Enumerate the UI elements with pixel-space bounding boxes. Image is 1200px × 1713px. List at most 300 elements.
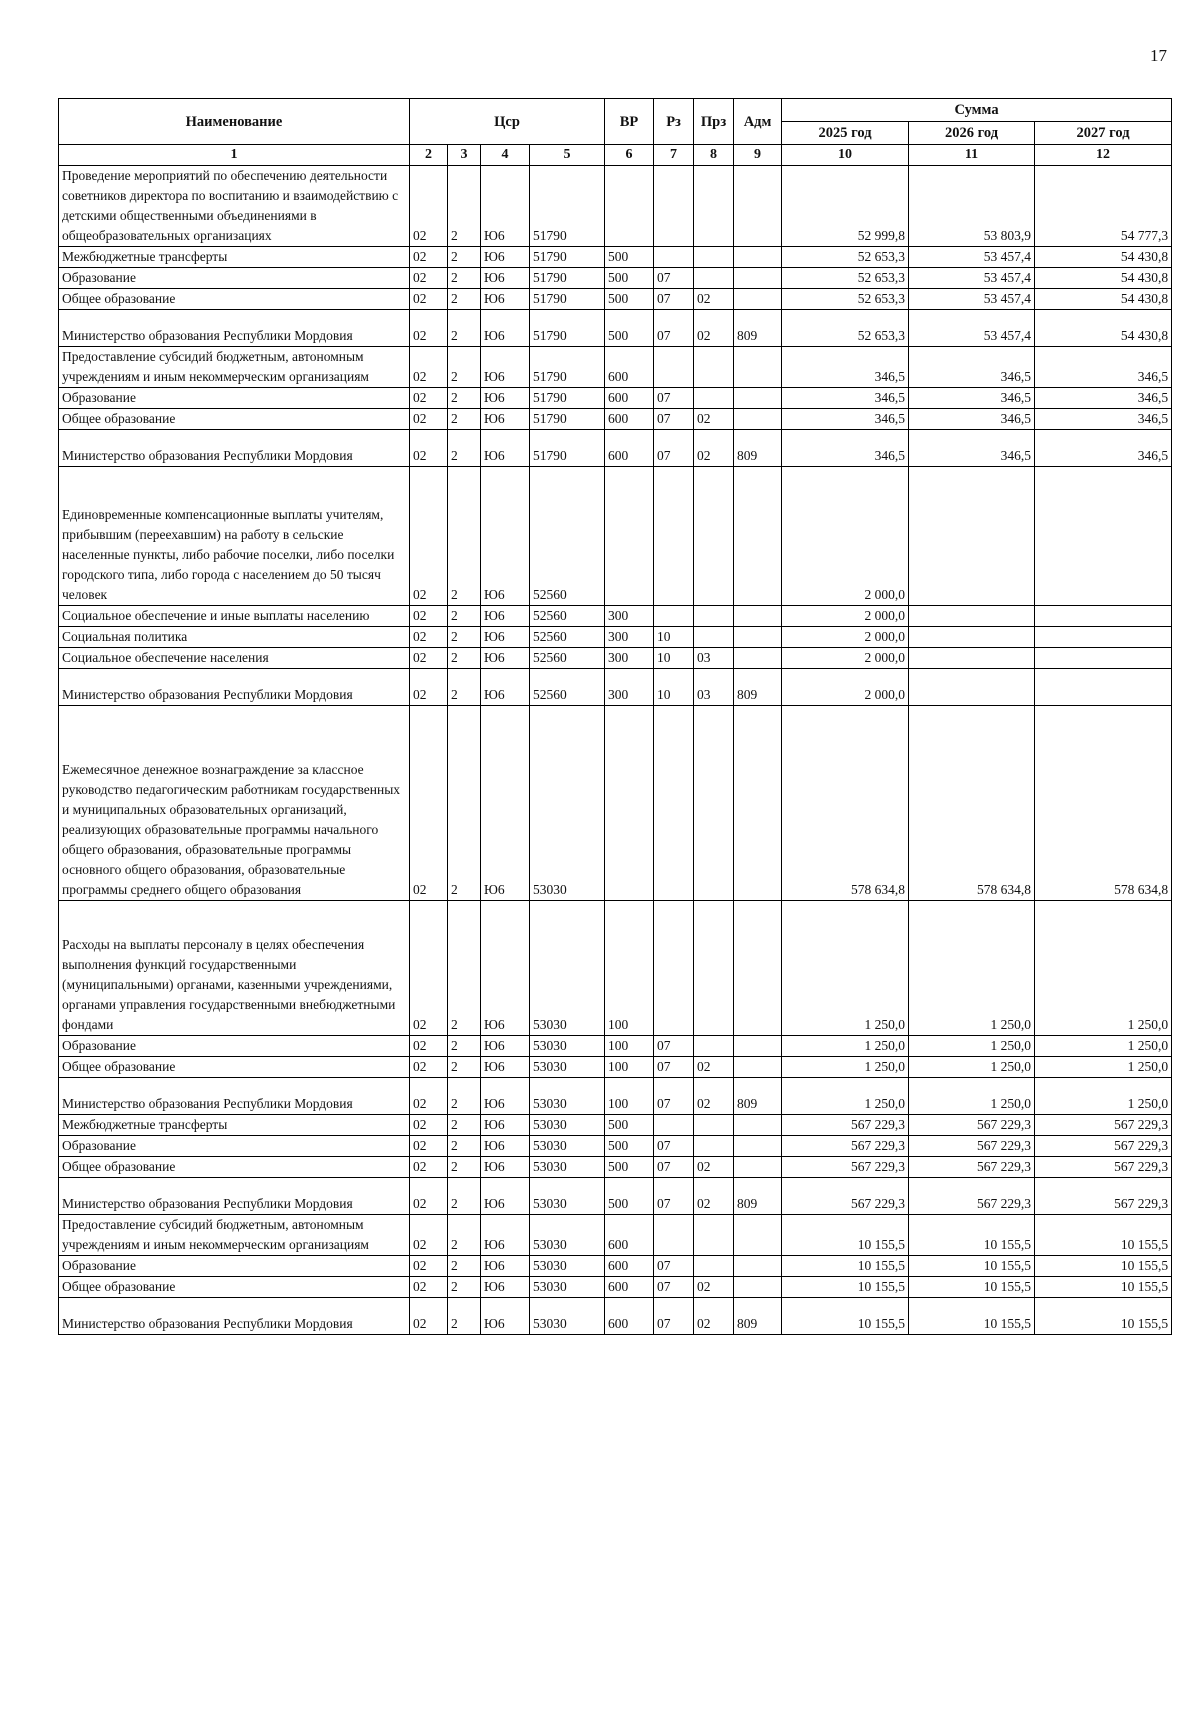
row-sum-2026: 1 250,0	[909, 901, 1035, 1036]
row-rz	[654, 901, 694, 1036]
header-prz: Прз	[694, 99, 734, 145]
row-csr-program: 02	[410, 1298, 448, 1335]
row-csr-program: 02	[410, 1157, 448, 1178]
row-sum-2026: 346,5	[909, 347, 1035, 388]
row-csr-program: 02	[410, 289, 448, 310]
row-prz: 03	[694, 648, 734, 669]
row-adm: 809	[734, 1298, 782, 1335]
row-sum-2025: 1 250,0	[782, 901, 909, 1036]
row-name: Социальное обеспечение и иные выплаты населению	[59, 606, 410, 627]
row-prz	[694, 606, 734, 627]
row-csr-direction: 53030	[530, 901, 605, 1036]
row-csr-type: 2	[448, 606, 481, 627]
row-vr: 100	[605, 1057, 654, 1078]
row-vr: 600	[605, 409, 654, 430]
row-csr-direction: 53030	[530, 1057, 605, 1078]
row-sum-2026: 1 250,0	[909, 1057, 1035, 1078]
row-sum-2025: 10 155,5	[782, 1298, 909, 1335]
row-sum-2027	[1035, 669, 1172, 706]
row-name: Социальное обеспечение населения	[59, 648, 410, 669]
header-year-2027: 2027 год	[1035, 122, 1172, 145]
row-name: Министерство образования Республики Мордовия	[59, 1178, 410, 1215]
row-sum-2027: 346,5	[1035, 388, 1172, 409]
row-csr-type: 2	[448, 1256, 481, 1277]
row-sum-2026: 53 457,4	[909, 247, 1035, 268]
column-number: 2	[410, 145, 448, 166]
row-sum-2026	[909, 606, 1035, 627]
row-adm	[734, 268, 782, 289]
row-prz	[694, 467, 734, 606]
row-name: Проведение мероприятий по обеспечению деятельности советников директора по воспитанию и взаимодействию с детскими общественными объединениями в общеобразовательных организациях	[59, 166, 410, 247]
row-sum-2027: 567 229,3	[1035, 1136, 1172, 1157]
row-adm	[734, 1215, 782, 1256]
row-csr-direction: 51790	[530, 166, 605, 247]
row-csr-program: 02	[410, 310, 448, 347]
table-body	[59, 166, 1172, 1335]
row-prz	[694, 388, 734, 409]
row-csr-program: 02	[410, 388, 448, 409]
row-sum-2027: 346,5	[1035, 409, 1172, 430]
row-adm	[734, 706, 782, 901]
row-adm: 809	[734, 310, 782, 347]
row-csr-type: 2	[448, 289, 481, 310]
row-sum-2026: 10 155,5	[909, 1256, 1035, 1277]
table-row	[59, 409, 1172, 430]
row-csr-program: 02	[410, 409, 448, 430]
row-name: Министерство образования Республики Мордовия	[59, 669, 410, 706]
row-csr-type: 2	[448, 1078, 481, 1115]
row-sum-2025: 10 155,5	[782, 1256, 909, 1277]
budget-table	[58, 98, 1172, 1335]
table-row	[59, 467, 1172, 606]
row-rz: 07	[654, 1057, 694, 1078]
row-csr-direction: 53030	[530, 1277, 605, 1298]
row-adm	[734, 627, 782, 648]
header-adm: Адм	[734, 99, 782, 145]
row-rz: 07	[654, 289, 694, 310]
table-row	[59, 669, 1172, 706]
row-adm	[734, 289, 782, 310]
row-csr-project: Ю6	[481, 1256, 530, 1277]
row-vr: 300	[605, 627, 654, 648]
row-rz: 07	[654, 1136, 694, 1157]
row-csr-project: Ю6	[481, 648, 530, 669]
row-vr: 600	[605, 430, 654, 467]
row-sum-2026: 53 457,4	[909, 310, 1035, 347]
table-row	[59, 388, 1172, 409]
row-sum-2026: 567 229,3	[909, 1178, 1035, 1215]
row-sum-2026: 53 803,9	[909, 166, 1035, 247]
row-rz: 07	[654, 1157, 694, 1178]
row-name: Общее образование	[59, 1277, 410, 1298]
row-sum-2025: 1 250,0	[782, 1078, 909, 1115]
row-adm: 809	[734, 1078, 782, 1115]
row-prz	[694, 706, 734, 901]
row-sum-2026	[909, 627, 1035, 648]
row-csr-type: 2	[448, 648, 481, 669]
row-sum-2025: 10 155,5	[782, 1277, 909, 1298]
row-csr-project: Ю6	[481, 1157, 530, 1178]
row-prz	[694, 247, 734, 268]
row-sum-2027: 54 430,8	[1035, 247, 1172, 268]
row-csr-direction: 51790	[530, 409, 605, 430]
row-csr-program: 02	[410, 606, 448, 627]
row-vr: 600	[605, 1277, 654, 1298]
row-csr-type: 2	[448, 388, 481, 409]
row-csr-project: Ю6	[481, 247, 530, 268]
row-csr-type: 2	[448, 1178, 481, 1215]
table-row	[59, 1178, 1172, 1215]
row-sum-2025: 2 000,0	[782, 606, 909, 627]
row-csr-project: Ю6	[481, 669, 530, 706]
table-row	[59, 1157, 1172, 1178]
row-csr-project: Ю6	[481, 1036, 530, 1057]
row-sum-2025: 52 653,3	[782, 268, 909, 289]
row-csr-direction: 51790	[530, 289, 605, 310]
row-csr-direction: 53030	[530, 1115, 605, 1136]
row-csr-program: 02	[410, 669, 448, 706]
row-sum-2027: 346,5	[1035, 347, 1172, 388]
row-csr-project: Ю6	[481, 1277, 530, 1298]
row-vr: 500	[605, 1178, 654, 1215]
row-sum-2026: 10 155,5	[909, 1277, 1035, 1298]
row-prz: 02	[694, 1157, 734, 1178]
row-adm	[734, 247, 782, 268]
column-number: 12	[1035, 145, 1172, 166]
row-prz	[694, 1115, 734, 1136]
row-csr-type: 2	[448, 901, 481, 1036]
row-prz: 02	[694, 289, 734, 310]
row-csr-direction: 52560	[530, 467, 605, 606]
row-csr-project: Ю6	[481, 1178, 530, 1215]
row-csr-project: Ю6	[481, 1136, 530, 1157]
table-row	[59, 268, 1172, 289]
row-csr-project: Ю6	[481, 430, 530, 467]
table-row	[59, 1057, 1172, 1078]
row-adm	[734, 166, 782, 247]
row-rz: 10	[654, 648, 694, 669]
row-csr-type: 2	[448, 1136, 481, 1157]
row-adm	[734, 467, 782, 606]
row-csr-direction: 52560	[530, 669, 605, 706]
page-number: 17	[1150, 46, 1167, 65]
row-name: Образование	[59, 1036, 410, 1057]
table-row	[59, 1136, 1172, 1157]
row-csr-direction: 53030	[530, 1178, 605, 1215]
row-rz	[654, 1215, 694, 1256]
row-csr-program: 02	[410, 1215, 448, 1256]
row-csr-program: 02	[410, 1115, 448, 1136]
row-rz: 07	[654, 409, 694, 430]
row-vr: 600	[605, 1256, 654, 1277]
row-name: Общее образование	[59, 1157, 410, 1178]
column-number: 7	[654, 145, 694, 166]
row-rz: 07	[654, 1036, 694, 1057]
row-csr-project: Ю6	[481, 409, 530, 430]
column-number: 6	[605, 145, 654, 166]
row-csr-program: 02	[410, 706, 448, 901]
row-sum-2026: 10 155,5	[909, 1298, 1035, 1335]
row-csr-direction: 51790	[530, 310, 605, 347]
row-csr-direction: 53030	[530, 1078, 605, 1115]
row-sum-2027: 54 430,8	[1035, 289, 1172, 310]
row-sum-2025: 346,5	[782, 347, 909, 388]
row-rz: 07	[654, 430, 694, 467]
row-sum-2025: 567 229,3	[782, 1136, 909, 1157]
row-sum-2025: 346,5	[782, 409, 909, 430]
row-sum-2026: 567 229,3	[909, 1136, 1035, 1157]
column-number: 5	[530, 145, 605, 166]
row-csr-type: 2	[448, 706, 481, 901]
table-row	[59, 1256, 1172, 1277]
row-prz	[694, 166, 734, 247]
row-csr-type: 2	[448, 1215, 481, 1256]
row-csr-project: Ю6	[481, 310, 530, 347]
row-adm	[734, 1036, 782, 1057]
row-rz: 10	[654, 627, 694, 648]
row-sum-2026	[909, 648, 1035, 669]
row-prz	[694, 901, 734, 1036]
row-csr-direction: 52560	[530, 627, 605, 648]
table-row	[59, 310, 1172, 347]
column-number: 8	[694, 145, 734, 166]
row-sum-2027: 10 155,5	[1035, 1277, 1172, 1298]
row-csr-direction: 51790	[530, 247, 605, 268]
row-name: Министерство образования Республики Мордовия	[59, 310, 410, 347]
row-sum-2026	[909, 669, 1035, 706]
column-number-row	[59, 145, 1172, 166]
column-number: 1	[59, 145, 410, 166]
row-name: Единовременные компенсационные выплаты учителям, прибывшим (переехавшим) на работу в сельские населенные пункты, либо рабочие поселки, либо поселки городского типа, либо города с населением до 50 тысяч человек	[59, 467, 410, 606]
row-vr: 600	[605, 388, 654, 409]
row-rz: 07	[654, 388, 694, 409]
row-prz: 02	[694, 409, 734, 430]
row-prz: 02	[694, 1277, 734, 1298]
row-vr: 500	[605, 1136, 654, 1157]
table-row	[59, 648, 1172, 669]
row-csr-project: Ю6	[481, 1078, 530, 1115]
row-sum-2027: 1 250,0	[1035, 1078, 1172, 1115]
table-row	[59, 1298, 1172, 1335]
row-sum-2027: 1 250,0	[1035, 1057, 1172, 1078]
column-number: 3	[448, 145, 481, 166]
row-csr-type: 2	[448, 669, 481, 706]
row-vr: 500	[605, 310, 654, 347]
row-csr-type: 2	[448, 409, 481, 430]
row-adm	[734, 1256, 782, 1277]
row-csr-direction: 53030	[530, 1256, 605, 1277]
row-sum-2025: 10 155,5	[782, 1215, 909, 1256]
table-row	[59, 1215, 1172, 1256]
row-prz: 02	[694, 1057, 734, 1078]
row-rz	[654, 247, 694, 268]
row-csr-project: Ю6	[481, 1057, 530, 1078]
row-csr-direction: 51790	[530, 430, 605, 467]
row-csr-type: 2	[448, 1277, 481, 1298]
row-sum-2026: 1 250,0	[909, 1078, 1035, 1115]
row-prz: 02	[694, 430, 734, 467]
row-rz	[654, 166, 694, 247]
row-sum-2026	[909, 467, 1035, 606]
row-csr-direction: 51790	[530, 347, 605, 388]
row-sum-2027	[1035, 648, 1172, 669]
table-row	[59, 606, 1172, 627]
row-csr-project: Ю6	[481, 1298, 530, 1335]
row-prz: 02	[694, 310, 734, 347]
row-sum-2026: 53 457,4	[909, 268, 1035, 289]
header-year-2026: 2026 год	[909, 122, 1035, 145]
row-sum-2027	[1035, 606, 1172, 627]
row-vr	[605, 467, 654, 606]
table-row	[59, 289, 1172, 310]
row-csr-direction: 51790	[530, 388, 605, 409]
row-csr-direction: 53030	[530, 706, 605, 901]
table-row	[59, 1036, 1172, 1057]
column-number: 4	[481, 145, 530, 166]
row-rz	[654, 347, 694, 388]
row-adm	[734, 409, 782, 430]
row-csr-project: Ю6	[481, 627, 530, 648]
row-vr: 600	[605, 347, 654, 388]
row-name: Образование	[59, 1136, 410, 1157]
row-adm	[734, 648, 782, 669]
row-sum-2027: 578 634,8	[1035, 706, 1172, 901]
row-adm	[734, 347, 782, 388]
row-sum-2027: 567 229,3	[1035, 1115, 1172, 1136]
row-sum-2025: 578 634,8	[782, 706, 909, 901]
row-csr-program: 02	[410, 1057, 448, 1078]
row-adm	[734, 1277, 782, 1298]
row-prz: 02	[694, 1078, 734, 1115]
row-sum-2027: 1 250,0	[1035, 1036, 1172, 1057]
row-sum-2026: 53 457,4	[909, 289, 1035, 310]
row-csr-program: 02	[410, 648, 448, 669]
row-adm	[734, 1136, 782, 1157]
row-rz: 10	[654, 669, 694, 706]
row-sum-2026: 346,5	[909, 409, 1035, 430]
row-csr-project: Ю6	[481, 901, 530, 1036]
row-name: Социальная политика	[59, 627, 410, 648]
row-prz: 02	[694, 1178, 734, 1215]
column-number: 9	[734, 145, 782, 166]
row-sum-2025: 52 653,3	[782, 247, 909, 268]
row-sum-2026: 567 229,3	[909, 1157, 1035, 1178]
row-name: Межбюджетные трансферты	[59, 247, 410, 268]
column-number: 10	[782, 145, 909, 166]
row-csr-type: 2	[448, 627, 481, 648]
row-csr-program: 02	[410, 467, 448, 606]
row-csr-project: Ю6	[481, 268, 530, 289]
row-csr-program: 02	[410, 1136, 448, 1157]
row-csr-program: 02	[410, 247, 448, 268]
row-vr: 500	[605, 247, 654, 268]
row-name: Министерство образования Республики Мордовия	[59, 1298, 410, 1335]
row-csr-type: 2	[448, 1036, 481, 1057]
row-csr-program: 02	[410, 627, 448, 648]
row-prz	[694, 1036, 734, 1057]
row-rz: 07	[654, 1277, 694, 1298]
row-sum-2027: 10 155,5	[1035, 1256, 1172, 1277]
row-adm	[734, 901, 782, 1036]
row-csr-program: 02	[410, 1036, 448, 1057]
row-adm: 809	[734, 669, 782, 706]
row-csr-program: 02	[410, 1178, 448, 1215]
row-sum-2027: 1 250,0	[1035, 901, 1172, 1036]
row-adm	[734, 1115, 782, 1136]
row-adm: 809	[734, 1178, 782, 1215]
row-prz	[694, 1256, 734, 1277]
row-name: Министерство образования Республики Мордовия	[59, 1078, 410, 1115]
row-csr-program: 02	[410, 901, 448, 1036]
row-csr-type: 2	[448, 247, 481, 268]
table-row	[59, 166, 1172, 247]
row-csr-type: 2	[448, 310, 481, 347]
row-rz: 07	[654, 310, 694, 347]
row-sum-2025: 567 229,3	[782, 1178, 909, 1215]
row-csr-project: Ю6	[481, 166, 530, 247]
row-csr-project: Ю6	[481, 289, 530, 310]
row-sum-2026: 346,5	[909, 388, 1035, 409]
row-csr-program: 02	[410, 1078, 448, 1115]
table-row	[59, 247, 1172, 268]
table-row	[59, 1078, 1172, 1115]
row-csr-type: 2	[448, 166, 481, 247]
header-name: Наименование	[59, 99, 410, 145]
row-prz: 02	[694, 1298, 734, 1335]
row-rz	[654, 1115, 694, 1136]
row-name: Общее образование	[59, 289, 410, 310]
row-csr-direction: 52560	[530, 606, 605, 627]
row-prz	[694, 627, 734, 648]
row-vr: 500	[605, 1157, 654, 1178]
table-row	[59, 430, 1172, 467]
row-sum-2025: 567 229,3	[782, 1115, 909, 1136]
column-number: 11	[909, 145, 1035, 166]
row-sum-2027: 54 430,8	[1035, 268, 1172, 289]
row-vr: 300	[605, 648, 654, 669]
row-name: Межбюджетные трансферты	[59, 1115, 410, 1136]
table-row	[59, 347, 1172, 388]
row-csr-direction: 53030	[530, 1136, 605, 1157]
row-sum-2027: 567 229,3	[1035, 1178, 1172, 1215]
row-csr-program: 02	[410, 1256, 448, 1277]
row-csr-direction: 53030	[530, 1157, 605, 1178]
row-sum-2025: 52 999,8	[782, 166, 909, 247]
row-sum-2027: 10 155,5	[1035, 1298, 1172, 1335]
row-csr-project: Ю6	[481, 606, 530, 627]
row-sum-2026: 578 634,8	[909, 706, 1035, 901]
row-sum-2027	[1035, 467, 1172, 606]
row-csr-project: Ю6	[481, 706, 530, 901]
row-csr-project: Ю6	[481, 1115, 530, 1136]
row-csr-project: Ю6	[481, 467, 530, 606]
row-csr-project: Ю6	[481, 1215, 530, 1256]
row-sum-2025: 52 653,3	[782, 289, 909, 310]
row-csr-program: 02	[410, 166, 448, 247]
row-adm	[734, 606, 782, 627]
table-row	[59, 1277, 1172, 1298]
row-csr-type: 2	[448, 1115, 481, 1136]
row-sum-2025: 2 000,0	[782, 648, 909, 669]
row-sum-2025: 346,5	[782, 430, 909, 467]
row-sum-2025: 567 229,3	[782, 1157, 909, 1178]
row-csr-type: 2	[448, 347, 481, 388]
row-rz: 07	[654, 268, 694, 289]
row-rz	[654, 606, 694, 627]
row-sum-2026: 10 155,5	[909, 1215, 1035, 1256]
row-vr	[605, 166, 654, 247]
row-name: Предоставление субсидий бюджетным, автономным учреждениям и иным некоммерческим организациям	[59, 347, 410, 388]
